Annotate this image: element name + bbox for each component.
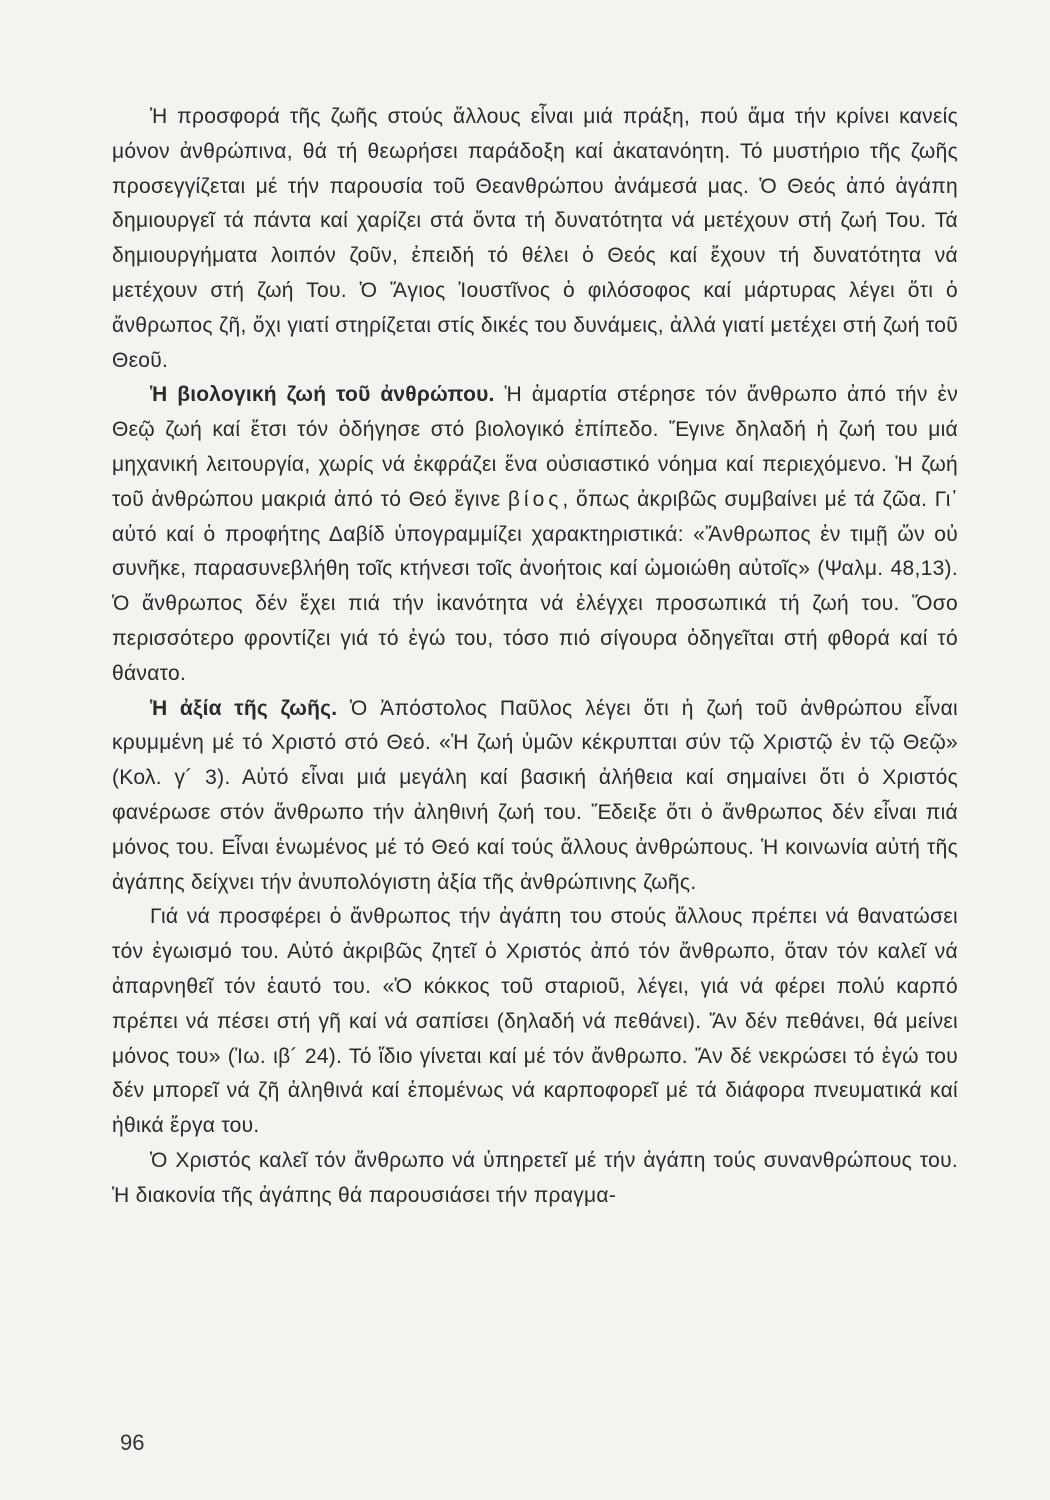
paragraph-2-text-a: Ἡ ἁμαρτία στέρησε τόν ἄνθρωπο ἀπό τήν ἐν Θεῷ ζωή καί ἔτσι τόν ὁδήγησε στό βιολογικό ἐπίπεδο. Ἔγινε δηλαδή ἡ ζωή του μιά μηχανική λειτουργία, χωρίς νά ἐκφράζει ἕνα οὐσιαστικό νόημα καί περιεχόμενο. Ἡ ζωή τοῦ ἀνθρώπου μακριά ἀπό τό Θεό ἔγινε (112, 383, 959, 511)
page-number: 96 (120, 1430, 145, 1455)
paragraph-4 (112, 900, 958, 1144)
section-heading-biological-life: Ἡ βιολογική ζωή τοῦ ἀνθρώπου. (150, 383, 495, 407)
section-heading-value-of-life: Ἡ ἀξία τῆς ζωῆς. (150, 696, 338, 720)
paragraph-1 (112, 100, 958, 378)
paragraph-5 (112, 1144, 958, 1214)
paragraph-3-text: Ὁ Ἀπόστολος Παῦλος λέγει ὅτι ἡ ζωή τοῦ ἀνθρώπου εἶναι κρυμμένη μέ τό Χριστό στό Θεό. «Ἡ ζωή ὑμῶν κέκρυπται σύν τῷ Χριστῷ ἐν τῷ Θεῷ» (Κολ. γ´ 3). Αὐτό εἶναι μιά μεγάλη καί βασική ἀλήθεια καί σημαίνει ὅτι ὁ Χριστός φανέρωσε στόν ἄνθρωπο τήν ἀληθινή ζωή του. Ἔδειξε ὅτι ὁ ἄνθρωπος δέν εἶναι πιά μόνος του. Εἶναι ἑνωμένος μέ τό Θεό καί τούς ἄλλους ἀνθρώπους. Ἡ κοινωνία αὐτή τῆς ἀγάπης δείχνει τήν ἀνυπολόγιστη ἀξία τῆς ἀνθρώπινης ζωῆς. (112, 696, 958, 894)
body-text (112, 100, 958, 1214)
paragraph-2-text-b: , ὅπως ἀκριβῶς συμβαίνει μέ τά ζῶα. Γι᾿ αὐτό καί ὁ προφήτης Δαβίδ ὑπογραμμίζει χαρακτηριστικά: «Ἄνθρωπος ἐν τιμῇ ὤν οὐ συνῆκε, παρασυνεβλήθη τοῖς κτήνεσι τοῖς ἀνοήτοις καί ὡμοιώθη αὐτοῖς» (Ψαλμ. 48,13). Ὁ ἄνθρωπος δέν ἔχει πιά τήν ἱκανότητα νά ἐλέγχει προσωπικά τή ζωή του. Ὅσο περισσότερο φροντίζει γιά τό ἐγώ του, τόσο πιό σίγουρα ὁδηγεῖται στή φθορά καί τό θάνατο. (112, 487, 958, 685)
paragraph-2 (112, 378, 958, 691)
paragraph-1-text: Ἡ προσφορά τῆς ζωῆς στούς ἄλλους εἶναι μιά πράξη, πού ἅμα τήν κρίνει κανείς μόνον ἀνθρώπινα, θά τή θεωρήσει παράδοξη καί ἀκατανόητη. Τό μυστήριο τῆς ζωῆς προσεγγίζεται μέ τήν παρουσία τοῦ Θεανθρώπου ἀνάμεσά μας. Ὁ Θεός ἀπό ἀγάπη δημιουργεῖ τά πάντα καί χαρίζει στά ὄντα τή δυνατότητα νά μετέχουν στή ζωή Του. Τά δημιουργήματα λοιπόν ζοῦν, ἐπειδή τό θέλει ὁ Θεός καί ἔχουν τή δυνατότητα νά μετέχουν στή ζωή Του. Ὁ Ἅγιος Ἰουστῖνος ὁ φιλόσοφος καί μάρτυρας λέγει ὅτι ὁ ἄνθρωπος ζῆ, ὄχι γιατί στηρίζεται στίς δικές του δυνάμεις, ἀλλά γιατί μετέχει στή ζωή τοῦ Θεοῦ. (112, 105, 958, 372)
paragraph-4-text: Γιά νά προσφέρει ὁ ἄνθρωπος τήν ἀγάπη του στούς ἄλλους πρέπει νά θανατώσει τόν ἐγωισμό του. Αὐτό ἀκριβῶς ζητεῖ ὁ Χριστός ἀπό τόν ἄνθρωπο, ὅταν τόν καλεῖ νά ἀπαρνηθεῖ τόν ἑαυτό του. «Ὁ κόκκος τοῦ σταριοῦ, λέγει, γιά νά φέρει πολύ καρπό πρέπει νά πέσει στή γῆ καί νά σαπίσει (δηλαδή νά πεθάνει). Ἄν δέν πεθάνει, θά μείνει μόνος του» (Ἰω. ιβ´ 24). Τό ἴδιο γίνεται καί μέ τόν ἄνθρωπο. Ἄν δέ νεκρώσει τό ἐγώ του δέν μπορεῖ νά ζῆ ἀληθινά καί ἑπομένως νά καρποφορεῖ μέ τά διάφορα πνευματικά καί ἠθικά ἔργα του. (112, 905, 958, 1138)
paragraph-5-text: Ὁ Χριστός καλεῖ τόν ἄνθρωπο νά ὑπηρετεῖ μέ τήν ἀγάπη τούς συνανθρώπους του. Ἡ διακονία τῆς ἀγάπης θά παρουσιάσει τήν πραγμα- (112, 1148, 958, 1207)
paragraph-3 (112, 692, 958, 901)
paragraph-2-spaced-word: βίος (507, 487, 563, 511)
